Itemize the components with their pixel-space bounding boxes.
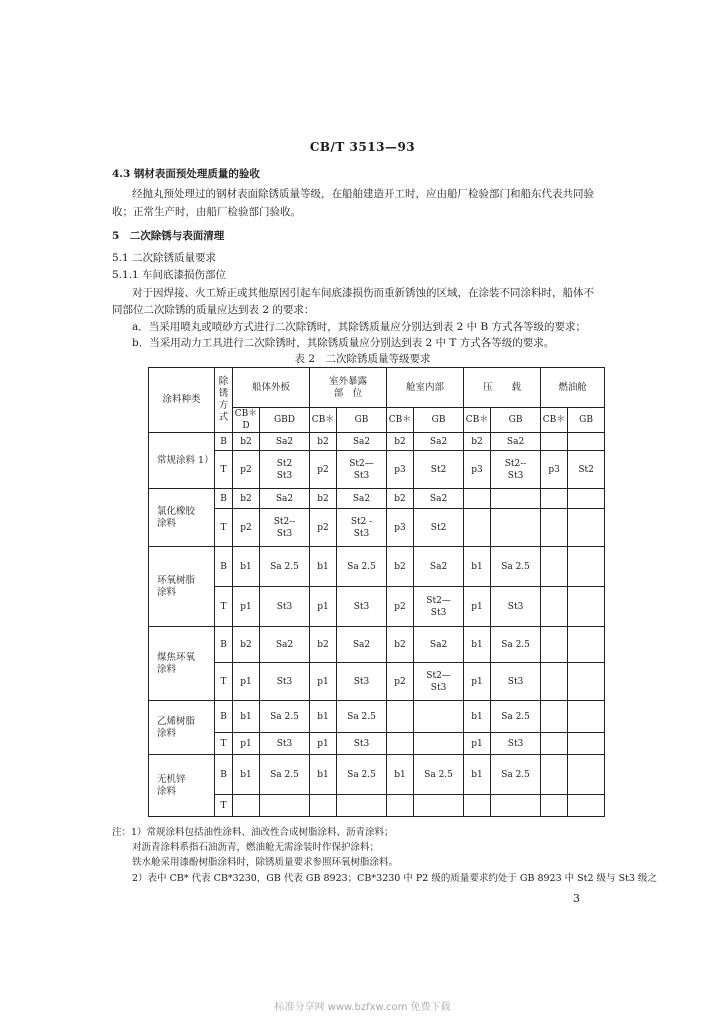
table-cell: St2-- St3 bbox=[260, 509, 310, 547]
table-cell bbox=[568, 701, 605, 733]
table-cell bbox=[491, 795, 541, 817]
method-t: T bbox=[215, 795, 233, 817]
subheader-cb: CB＊ bbox=[464, 408, 491, 433]
table-cell: p1 bbox=[310, 733, 337, 755]
table-cell: b2 bbox=[387, 433, 414, 451]
table-cell: b2 bbox=[387, 547, 414, 587]
table-cell: St3 bbox=[260, 663, 310, 701]
table-cell: p1 bbox=[233, 663, 260, 701]
section-5-1-1-title: 5.1.1 车间底漆损伤部位 bbox=[112, 269, 227, 281]
subheader-cb: CB＊ bbox=[387, 408, 414, 433]
subheader-cb: CB＊D bbox=[233, 408, 260, 433]
method-b: B bbox=[215, 433, 233, 451]
method-t: T bbox=[215, 733, 233, 755]
table-cell bbox=[568, 433, 605, 451]
table-cell: St2— St3 bbox=[337, 451, 387, 489]
table-cell bbox=[541, 663, 568, 701]
table-cell: St2 bbox=[414, 451, 464, 489]
header-hull-plating: 船体外板 bbox=[233, 368, 310, 408]
table-cell bbox=[491, 509, 541, 547]
table-cell: b2 bbox=[233, 627, 260, 663]
header-fuel-tank: 燃油舱 bbox=[541, 368, 605, 408]
table-cell: p1 bbox=[464, 733, 491, 755]
coating-coal-tar-epoxy: 煤焦环氧 涂料 bbox=[149, 627, 215, 701]
section-5-title: 5 二次除锈与表面清理 bbox=[112, 230, 225, 242]
table-cell: Sa2 bbox=[260, 433, 310, 451]
table-cell: Sa2 bbox=[260, 489, 310, 509]
note-2: 2）表中 CB* 代表 CB*3230，GB 代表 GB 8923；CB*3230 中 P2 级的质量要求约处于 GB 8923 中 St2 级与 St3 级之 bbox=[132, 873, 657, 884]
table-cell: Sa2 bbox=[414, 433, 464, 451]
table-cell: Sa 2.5 bbox=[491, 701, 541, 733]
table-cell bbox=[464, 489, 491, 509]
rust-removal-grade-table bbox=[148, 367, 605, 817]
coating-vinyl-resin: 乙烯树脂 涂料 bbox=[149, 701, 215, 755]
table-row bbox=[149, 451, 605, 489]
table-cell: p3 bbox=[464, 451, 491, 489]
table-cell: p2 bbox=[233, 509, 260, 547]
table-cell: Sa2 bbox=[414, 627, 464, 663]
table-cell: Sa 2.5 bbox=[491, 755, 541, 795]
table-cell: b2 bbox=[387, 627, 414, 663]
section-5-1-1-body-line1: 对于因焊接、火工矫正或其他原因引起车间底漆损伤而重新锈蚀的区域，在涂装不同涂料时，船体不 bbox=[132, 287, 594, 299]
table-cell: b2 bbox=[233, 489, 260, 509]
table-cell bbox=[568, 627, 605, 663]
table-cell: St2— St3 bbox=[414, 663, 464, 701]
table-cell: b1 bbox=[387, 755, 414, 795]
table-cell bbox=[464, 509, 491, 547]
method-b: B bbox=[215, 755, 233, 795]
subheader-gb: GB bbox=[337, 408, 387, 433]
table-cell bbox=[541, 627, 568, 663]
table-cell: p2 bbox=[310, 509, 337, 547]
table-cell: b2 bbox=[387, 489, 414, 509]
table-row bbox=[149, 701, 605, 733]
table-row bbox=[149, 489, 605, 509]
table-cell: b1 bbox=[310, 755, 337, 795]
table-cell: St3 bbox=[337, 663, 387, 701]
table-cell bbox=[541, 433, 568, 451]
table-cell bbox=[233, 795, 260, 817]
table-cell: b1 bbox=[464, 547, 491, 587]
table-cell: b1 bbox=[233, 701, 260, 733]
table-cell bbox=[387, 733, 414, 755]
table-cell: Sa2 bbox=[337, 433, 387, 451]
method-t: T bbox=[215, 587, 233, 627]
section-5-1-1-body-line2: 同部位二次除锈的质量应达到表 2 的要求： bbox=[112, 304, 315, 316]
table-cell: p1 bbox=[233, 587, 260, 627]
table-cell: Sa 2.5 bbox=[260, 547, 310, 587]
table-cell: p1 bbox=[310, 587, 337, 627]
subheader-gb: GB bbox=[568, 408, 605, 433]
table-cell: b1 bbox=[233, 755, 260, 795]
subheader-gb: GBD bbox=[260, 408, 310, 433]
table-cell: p1 bbox=[310, 663, 337, 701]
table-cell bbox=[568, 587, 605, 627]
table-cell: p2 bbox=[310, 451, 337, 489]
note-1-line3: 铁水舱采用漆酚树脂涂料时，除锈质量要求参照环氧树脂涂料。 bbox=[132, 857, 399, 868]
table-cell: b1 bbox=[464, 627, 491, 663]
coating-chlorinated-rubber: 氯化橡胶 涂料 bbox=[149, 489, 215, 547]
table-cell bbox=[541, 489, 568, 509]
table-cell: St3 bbox=[337, 733, 387, 755]
table-cell: Sa 2.5 bbox=[491, 627, 541, 663]
table-cell: b2 bbox=[233, 433, 260, 451]
table-cell: Sa 2.5 bbox=[414, 755, 464, 795]
table-cell: b1 bbox=[310, 547, 337, 587]
table-row bbox=[149, 627, 605, 663]
table-cell: St2 St3 bbox=[260, 451, 310, 489]
table-2-title: 表 2 二次除锈质量等级要求 bbox=[294, 353, 431, 365]
table-cell: St2 - St3 bbox=[337, 509, 387, 547]
note-1-line2: 对沥青涂料系指石油沥青，燃油舱无需涂装时作保护涂料； bbox=[132, 842, 380, 853]
table-cell bbox=[541, 755, 568, 795]
method-t: T bbox=[215, 509, 233, 547]
table-cell bbox=[414, 795, 464, 817]
table-cell bbox=[310, 795, 337, 817]
table-cell: b2 bbox=[310, 489, 337, 509]
document-code-header: CB/T 3513—93 bbox=[309, 140, 416, 154]
table-cell bbox=[541, 587, 568, 627]
table-cell: Sa 2.5 bbox=[337, 701, 387, 733]
table-cell: p3 bbox=[387, 509, 414, 547]
table-cell: St2— St3 bbox=[414, 587, 464, 627]
table-cell: St2 bbox=[414, 509, 464, 547]
table-cell: b2 bbox=[310, 627, 337, 663]
table-cell: b2 bbox=[464, 433, 491, 451]
table-cell: St2 bbox=[568, 451, 605, 489]
table-cell bbox=[387, 701, 414, 733]
table-row bbox=[149, 547, 605, 587]
table-cell: Sa2 bbox=[414, 547, 464, 587]
table-cell: Sa 2.5 bbox=[260, 701, 310, 733]
subheader-cb: CB＊ bbox=[310, 408, 337, 433]
method-b: B bbox=[215, 547, 233, 587]
table-cell: p1 bbox=[464, 587, 491, 627]
table-cell bbox=[541, 701, 568, 733]
table-row bbox=[149, 755, 605, 795]
section-4-3-body-line2: 收；正常生产时，由船厂检验部门验收。 bbox=[112, 206, 301, 218]
table-cell bbox=[568, 733, 605, 755]
table-cell: Sa2 bbox=[337, 627, 387, 663]
table-cell: p1 bbox=[233, 733, 260, 755]
table-cell bbox=[464, 795, 491, 817]
table-row bbox=[149, 509, 605, 547]
table-cell bbox=[337, 795, 387, 817]
table-row bbox=[149, 733, 605, 755]
table-cell bbox=[568, 547, 605, 587]
table-cell bbox=[260, 795, 310, 817]
note-1: 注：1）常规涂料包括油性涂料、油改性合成树脂涂料、沥青涂料； bbox=[112, 827, 394, 838]
table-row bbox=[149, 795, 605, 817]
subheader-cb: CB＊ bbox=[541, 408, 568, 433]
page-number: 3 bbox=[573, 892, 580, 905]
coating-inorganic-zinc: 无机锌 涂料 bbox=[149, 755, 215, 817]
table-cell: Sa2 bbox=[491, 433, 541, 451]
table-cell bbox=[568, 489, 605, 509]
method-t: T bbox=[215, 451, 233, 489]
table-cell: Sa2 bbox=[260, 627, 310, 663]
section-4-3-body-line1: 经抛丸预处理过的钢材表面除锈质量等级，在船舶建造开工时，应由船厂检验部门和船东代表共同验 bbox=[132, 188, 594, 200]
table-cell: b2 bbox=[310, 433, 337, 451]
coating-conventional: 常规涂料 1） bbox=[149, 433, 215, 489]
table-cell: Sa 2.5 bbox=[260, 755, 310, 795]
table-cell bbox=[491, 489, 541, 509]
table-cell: Sa2 bbox=[337, 489, 387, 509]
table-cell: St3 bbox=[260, 733, 310, 755]
section-5-1-title: 5.1 二次除锈质量要求 bbox=[112, 252, 217, 264]
header-exterior-exposed: 室外暴露 部 位 bbox=[310, 368, 387, 408]
method-t: T bbox=[215, 663, 233, 701]
table-cell bbox=[541, 509, 568, 547]
table-cell: b1 bbox=[233, 547, 260, 587]
table-cell bbox=[568, 663, 605, 701]
table-cell: p2 bbox=[387, 587, 414, 627]
table-cell: St3 bbox=[491, 587, 541, 627]
table-cell: Sa2 bbox=[414, 489, 464, 509]
table-row bbox=[149, 433, 605, 451]
item-b: b．当采用动力工具进行二次除锈时，其除锈质量应分别达到表 2 中 T 方式各等级的要求。 bbox=[132, 337, 555, 349]
table-cell bbox=[414, 701, 464, 733]
table-cell: p3 bbox=[387, 451, 414, 489]
header-ballast: 压 载 bbox=[464, 368, 541, 408]
table-cell: St3 bbox=[260, 587, 310, 627]
table-cell: St3 bbox=[491, 733, 541, 755]
watermark-footer: 标准分享网 www.bzfxw.com 免费下载 bbox=[274, 1002, 451, 1013]
method-b: B bbox=[215, 701, 233, 733]
table-row bbox=[149, 663, 605, 701]
table-cell: b1 bbox=[310, 701, 337, 733]
table-cell: b1 bbox=[464, 701, 491, 733]
header-method: 除 锈 方 式 bbox=[215, 368, 233, 433]
subheader-gb: GB bbox=[491, 408, 541, 433]
table-cell bbox=[541, 547, 568, 587]
table-cell bbox=[541, 733, 568, 755]
subheader-gb: GB bbox=[414, 408, 464, 433]
coating-epoxy-resin: 环氧树脂 涂料 bbox=[149, 547, 215, 627]
table-cell bbox=[541, 795, 568, 817]
table-cell: p1 bbox=[464, 663, 491, 701]
item-a: a．当采用喷丸或喷砂方式进行二次除锈时，其除锈质量应分别达到表 2 中 B 方式各等级的要求； bbox=[132, 321, 587, 333]
table-cell: p3 bbox=[541, 451, 568, 489]
table-cell bbox=[414, 733, 464, 755]
table-cell: St3 bbox=[491, 663, 541, 701]
method-b: B bbox=[215, 627, 233, 663]
table-cell: p2 bbox=[387, 663, 414, 701]
table-cell: Sa 2.5 bbox=[337, 755, 387, 795]
table-cell: St2-- St3 bbox=[491, 451, 541, 489]
table-row bbox=[149, 587, 605, 627]
table-cell bbox=[568, 795, 605, 817]
section-4-3-title: 4.3 钢材表面预处理质量的验收 bbox=[112, 168, 260, 180]
header-coating-type: 涂料种类 bbox=[149, 368, 215, 433]
table-cell: b1 bbox=[464, 755, 491, 795]
method-b: B bbox=[215, 489, 233, 509]
table-cell: Sa 2.5 bbox=[491, 547, 541, 587]
table-cell: Sa 2.5 bbox=[337, 547, 387, 587]
table-cell bbox=[387, 795, 414, 817]
table-cell bbox=[568, 509, 605, 547]
table-cell: St3 bbox=[337, 587, 387, 627]
table-cell bbox=[568, 755, 605, 795]
header-cabin-interior: 舱室内部 bbox=[387, 368, 464, 408]
table-cell: p2 bbox=[233, 451, 260, 489]
